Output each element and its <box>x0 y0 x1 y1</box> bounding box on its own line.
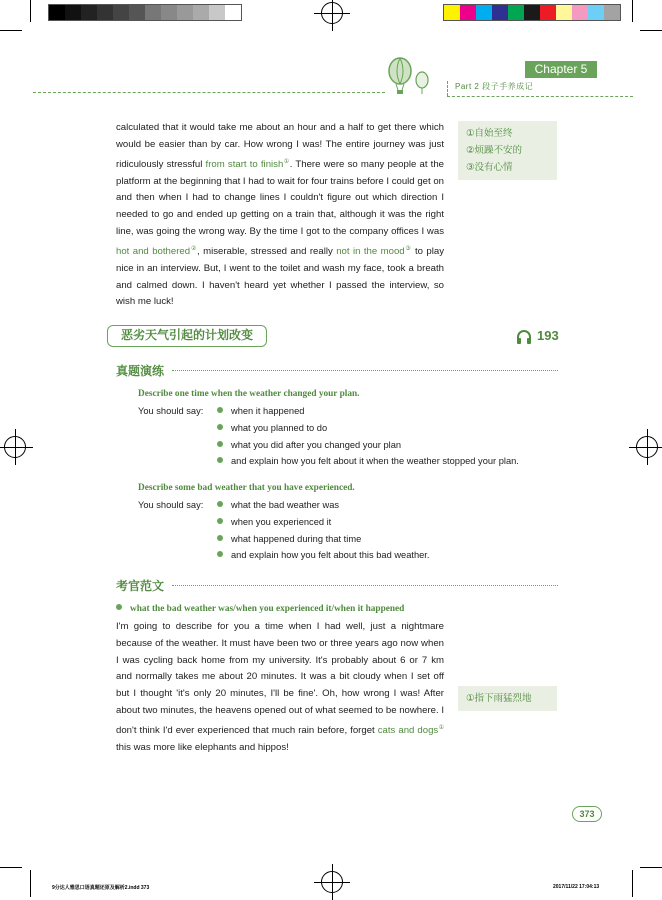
color-swatch <box>444 5 460 20</box>
answer-heading-text: what the bad weather was/when you experienced it/when it happened <box>130 604 405 614</box>
color-swatch <box>113 5 129 20</box>
text-run: this was more like elephants and hippos! <box>116 741 289 753</box>
bullet-dot <box>217 518 223 524</box>
color-swatch <box>161 5 177 20</box>
footer-date: 2017/11/22 17:04:13 <box>553 884 600 890</box>
color-swatch <box>145 5 161 20</box>
text-run: calculated that it would take me about an hour and a half to get there which would be easier than by car. How wrong I was! The entire journey was just ridiculously stressful <box>116 122 444 170</box>
note-marker: ① <box>283 158 290 165</box>
highlighted-phrase: from start to finish <box>205 158 284 170</box>
bullet-dot <box>217 424 223 430</box>
cue-card-point-text: what you did after you changed your plan <box>231 439 402 450</box>
vocab-note: ③没有心情 <box>466 162 513 173</box>
color-swatch <box>492 5 508 20</box>
topic-title: 恶劣天气引起的计划改变 <box>107 325 267 347</box>
cue-card-point-text: what happened during that time <box>231 533 362 544</box>
text-run: . There were so many people at the platform at the beginning that I had to wait for four trains before I could get on and then when I had to change lines I couldn't figure out which direction I needed to go and ended up getting on a train that, although it was the right line, was going the wrong way. By the time I got to the company offices I was <box>116 158 444 237</box>
cue-card-point <box>217 517 331 527</box>
crop-mark <box>0 30 22 31</box>
bullet-dot <box>217 457 223 463</box>
cue-card-point-text: and explain how you felt about this bad weather. <box>231 550 430 561</box>
bullet-dot <box>217 535 223 541</box>
cue-card-point <box>217 550 429 560</box>
color-swatch <box>65 5 81 20</box>
header-rule-tick <box>447 81 448 96</box>
cue-card-point-text: when you experienced it <box>231 516 332 527</box>
vocab-note: ①自始至终 <box>466 128 513 139</box>
footer-file: 9分达人雅思口语真题还原及解析2.indd 373 <box>52 885 150 891</box>
answer-heading <box>116 604 404 614</box>
you-should-say-2: You should say: <box>138 500 204 510</box>
you-should-say-1: You should say: <box>138 406 204 416</box>
color-swatch <box>524 5 540 20</box>
grayscale-bar <box>48 4 242 21</box>
note-marker: ② <box>190 245 197 252</box>
topic-number: 193 <box>537 328 559 343</box>
page-number: 373 <box>572 806 602 822</box>
color-bar <box>443 4 621 21</box>
bullet-dot <box>217 551 223 557</box>
color-swatch <box>476 5 492 20</box>
color-swatch <box>209 5 225 20</box>
color-swatch <box>81 5 97 20</box>
registration-mark <box>321 871 343 893</box>
section-heading-practice: 真题演练 <box>116 364 165 378</box>
cue-card-point <box>217 440 401 450</box>
color-swatch <box>540 5 556 20</box>
color-swatch <box>556 5 572 20</box>
note-marker: ① <box>438 724 444 731</box>
header-rule-left <box>33 92 385 93</box>
color-swatch <box>129 5 145 20</box>
highlighted-phrase: not in the mood <box>336 245 405 257</box>
section-divider <box>172 585 558 586</box>
vocab-notes-2 <box>458 686 557 711</box>
crop-mark <box>30 0 31 22</box>
bullet-dot <box>217 501 223 507</box>
color-swatch <box>97 5 113 20</box>
cue-card-point <box>217 406 304 416</box>
part-label: Part 2 段子手养成记 <box>455 82 534 91</box>
crop-mark <box>632 0 633 22</box>
highlighted-phrase: hot and bothered <box>116 245 191 257</box>
text-run: I'm going to describe for you a time when I had well, just a nightmare because of the weather. It must have been two or three years ago now when I was cycling back home from my university. It's probably about 6 or 7 km and normally takes me about 20 minutes. It was a bit cloudy when I set off but I thought 'it's only 20 minutes, I'll be fine'. Oh, how wrong I was! After about two minutes, the heavens opened out of what seemed to be nowhere. I don't think I'd ever experienced that much rain before, forget <box>116 621 445 736</box>
text-run: , miserable, stressed and really <box>196 245 337 257</box>
color-swatch <box>177 5 193 20</box>
registration-mark <box>321 2 343 24</box>
crop-mark <box>30 870 31 897</box>
cue-card-point <box>217 423 327 433</box>
section-divider <box>172 370 558 371</box>
headphones-icon <box>516 329 532 345</box>
color-swatch <box>460 5 476 20</box>
color-swatch <box>572 5 588 20</box>
color-swatch <box>193 5 209 20</box>
sample-answer <box>116 619 444 757</box>
cue-card-point-text: when it happened <box>231 406 305 416</box>
registration-mark <box>636 436 658 458</box>
crop-mark <box>640 867 662 868</box>
color-swatch <box>49 5 65 20</box>
question-2-title: Describe some bad weather that you have experienced. <box>138 483 355 493</box>
vocab-notes-1 <box>458 121 557 180</box>
color-swatch <box>225 5 241 20</box>
crop-mark <box>632 870 633 897</box>
registration-mark <box>4 436 26 458</box>
bullet-dot <box>116 604 122 610</box>
vocab-note: ①指下雨猛烈地 <box>466 693 532 704</box>
crop-mark <box>640 30 662 31</box>
bullet-dot <box>217 407 223 413</box>
vocab-note: ②烦躁不安的 <box>466 145 523 156</box>
color-swatch <box>508 5 524 20</box>
bullet-dot <box>217 441 223 447</box>
cue-card-point <box>217 500 339 510</box>
balloon-icon <box>386 56 436 98</box>
highlighted-phrase: cats and dogs <box>377 724 439 736</box>
color-swatch <box>588 5 604 20</box>
cue-card-point-text: and explain how you felt about it when the weather stopped your plan. <box>231 456 519 467</box>
chapter-tag: Chapter 5 <box>525 61 597 78</box>
cue-card-point-text: what you planned to do <box>231 422 328 433</box>
color-swatch <box>604 5 620 20</box>
note-marker: ③ <box>404 245 412 252</box>
cue-card-point-text: what the bad weather was <box>231 500 340 510</box>
header-rule-right <box>447 96 633 97</box>
question-1-title: Describe one time when the weather changed your plan. <box>138 389 360 399</box>
text-run: to play nice in an interview. But, I went to the toilet and wash my face, took a breath and calmed down. I haven't heard yet whether I passed the interview, so wish me luck! <box>116 245 444 308</box>
cue-card-point <box>217 534 361 544</box>
crop-mark <box>0 867 22 868</box>
section-heading-sample: 考官范文 <box>116 579 165 593</box>
cue-card-point <box>217 456 519 466</box>
passage-continued <box>116 120 444 311</box>
